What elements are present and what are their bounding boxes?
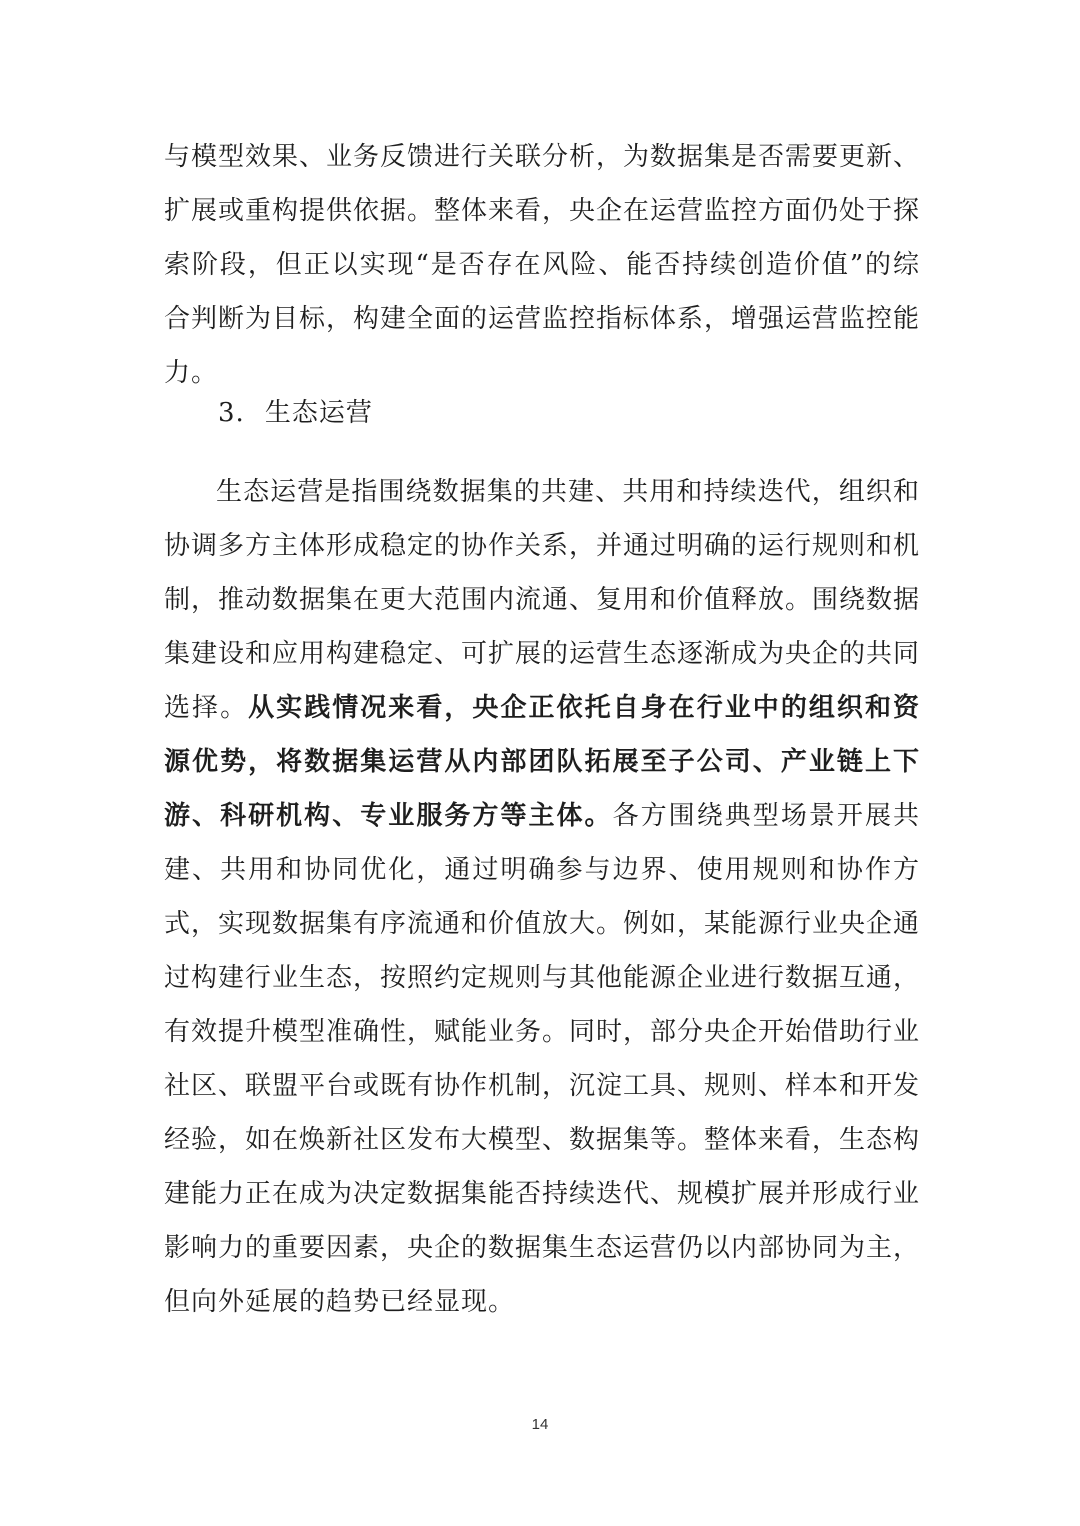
paragraph-bold-highlight: 从实践情况来看，央企正依托自身在行业中的组织和资源优势，将数据集运营从内部团队拓展至子公司、产业链上下游、科研机构、专业服务方等主体。 <box>164 693 920 831</box>
paragraph-text-part2: 各方围绕典型场景开展共建、共用和协同优化，通过明确参与边界、使用规则和协作方式，实现数据集有序流通和价值放大。例如，某能源行业央企通过构建行业生态，按照约定规则与其他能源企业进行数据互通，有效提升模型准确性，赋能业务。同时，部分央企开始借助行业社区、联盟平台或既有协作机制，沉淀工具、规则、样本和开发经验，如在焕新社区发布大模型、数据集等。整体来看，生态构建能力正在成为决定数据集能否持续迭代、规模扩展并形成行业影响力的重要因素，央企的数据集生态运营仍以内部协同为主，但向外延展的趋势已经显现。 <box>164 801 921 1317</box>
section-number: 3. <box>218 398 245 428</box>
page-number: 14 <box>531 1416 549 1433</box>
paragraph-ecosystem-operation <box>164 465 920 1329</box>
paragraph-monitoring-summary <box>164 130 920 400</box>
paragraph-text: 与模型效果、业务反馈进行关联分析，为数据集是否需要更新、扩展或重构提供依据。整体来看，央企在运营监控方面仍处于探索阶段，但正以实现“是否存在风险、能否持续创造价值”的综合判断为目标，构建全面的运营监控指标体系，增强运营监控能力。 <box>164 142 921 388</box>
section-title: 生态运营 <box>264 398 373 428</box>
section-heading <box>218 386 373 440</box>
paragraph-text-part1: 生态运营是指围绕数据集的共建、共用和持续迭代，组织和协调多方主体形成稳定的协作关系，并通过明确的运行规则和机制，推动数据集在更大范围内流通、复用和价值释放。围绕数据集建设和应用构建稳定、可扩展的运营生态逐渐成为央企的共同选择。 <box>164 477 921 723</box>
